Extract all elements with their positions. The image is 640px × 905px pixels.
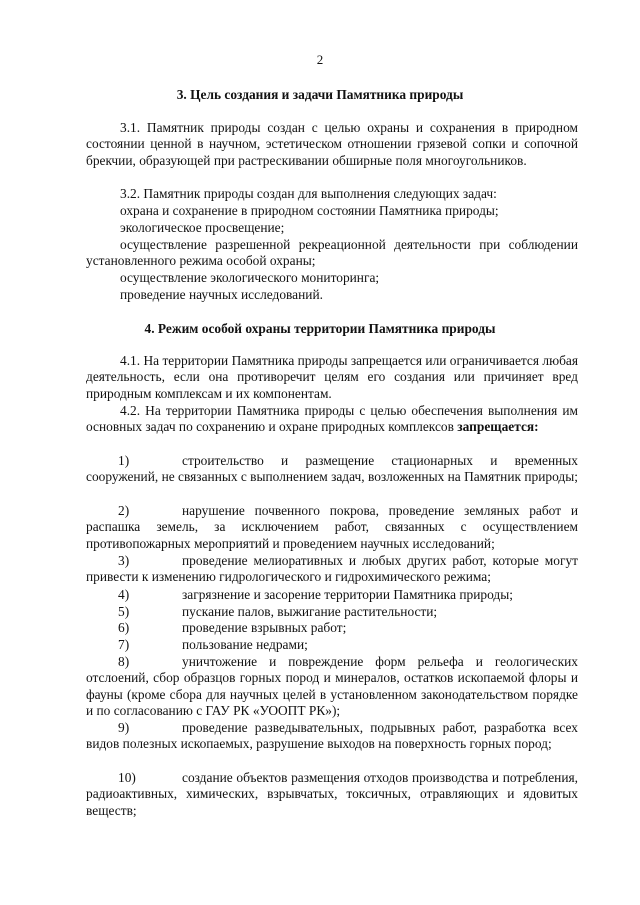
list-item-text: пускание палов, выжигание растительности; xyxy=(182,604,438,619)
list-item-number: 7) xyxy=(118,637,130,652)
list-item-text: создание объектов размещения отходов производства и потребления, радиоактивных, химических, взрывчатых, токсичных, отравляющих и ядовитых веществ; xyxy=(86,770,578,818)
list-item xyxy=(86,587,578,603)
task-item: осуществление разрешенной рекреационной деятельности при соблюдении установленного режима особой охраны; xyxy=(86,237,578,269)
paragraph-3-1: 3.1. Памятник природы создан с целью охраны и сохранения в природном состоянии ценной в научном, эстетическом отношении грязевой сопки и сопочной брекчии, образующей при растрескивании обширные поля многоугольников. xyxy=(86,120,578,168)
list-item-number: 6) xyxy=(118,620,130,635)
list-item-number: 3) xyxy=(118,553,130,568)
list-item xyxy=(86,720,578,753)
paragraph-4-1: 4.1. На территории Памятника природы запрещается или ограничивается любая деятельность, если она противоречит целям его создания или причиняет вред природным комплексам и их компонентам. xyxy=(86,353,578,401)
list-item-number: 8) xyxy=(118,654,130,669)
task-item: экологическое просвещение; xyxy=(120,220,285,235)
list-item xyxy=(86,553,578,586)
list-item-number: 9) xyxy=(118,720,130,735)
list-item xyxy=(86,503,578,552)
task-item: охрана и сохранение в природном состоянии Памятника природы; xyxy=(120,203,499,218)
list-item xyxy=(86,453,578,486)
list-item xyxy=(86,637,578,653)
list-item-text: нарушение почвенного покрова, проведение земляных работ и распашка земель, за исключением работ, связанных с осуществлением противопожарных мероприятий и проведением научных исследований; xyxy=(86,503,578,551)
list-item-text: строительство и размещение стационарных и временных сооружений, не связанных с выполнением задач, возложенных на Памятник природы; xyxy=(86,453,578,485)
section-4-heading: 4. Режим особой охраны территории Памятника природы xyxy=(144,321,496,336)
task-item: проведение научных исследований. xyxy=(120,287,323,302)
list-item xyxy=(86,620,578,636)
paragraph-4-2-text: 4.2. На территории Памятника природы с целью обеспечения выполнения им основных задач по сохранению и охране природных комплексов xyxy=(86,403,578,435)
task-item: осуществление экологического мониторинга; xyxy=(120,270,380,285)
list-item-text: проведение мелиоративных и любых других работ, которые могут привести к изменению гидрологического и гидрохимического режима; xyxy=(86,553,578,585)
list-item xyxy=(86,654,578,720)
list-item-number: 10) xyxy=(118,770,136,785)
list-item-text: проведение разведывательных, подрывных работ, разработка всех видов полезных ископаемых, разрушение выходов на поверхность горных пород; xyxy=(86,720,578,752)
section-3-heading: 3. Цель создания и задачи Памятника природы xyxy=(176,87,464,102)
list-item-text: уничтожение и повреждение форм рельефа и геологических отслоений, сбор образцов горных пород и минералов, остатков ископаемой флоры и фауны (кроме сбора для научных целей в установленном законодательством порядке и по согласованию с ГАУ РК «УООПТ РК»); xyxy=(86,654,578,719)
list-item-text: пользование недрами; xyxy=(182,637,308,652)
list-item-text: загрязнение и засорение территории Памятника природы; xyxy=(182,587,513,602)
page-number: 2 xyxy=(316,52,324,67)
list-item xyxy=(86,604,578,620)
list-item xyxy=(86,770,578,819)
list-item-number: 5) xyxy=(118,604,130,619)
list-item-number: 4) xyxy=(118,587,130,602)
list-item-text: проведение взрывных работ; xyxy=(182,620,347,635)
list-item-number: 1) xyxy=(118,453,130,468)
list-item-number: 2) xyxy=(118,503,130,518)
prohibited-label: запрещается: xyxy=(457,419,539,435)
paragraph-3-2: 3.2. Памятник природы создан для выполнения следующих задач: xyxy=(120,186,497,201)
paragraph-4-2 xyxy=(86,403,578,436)
